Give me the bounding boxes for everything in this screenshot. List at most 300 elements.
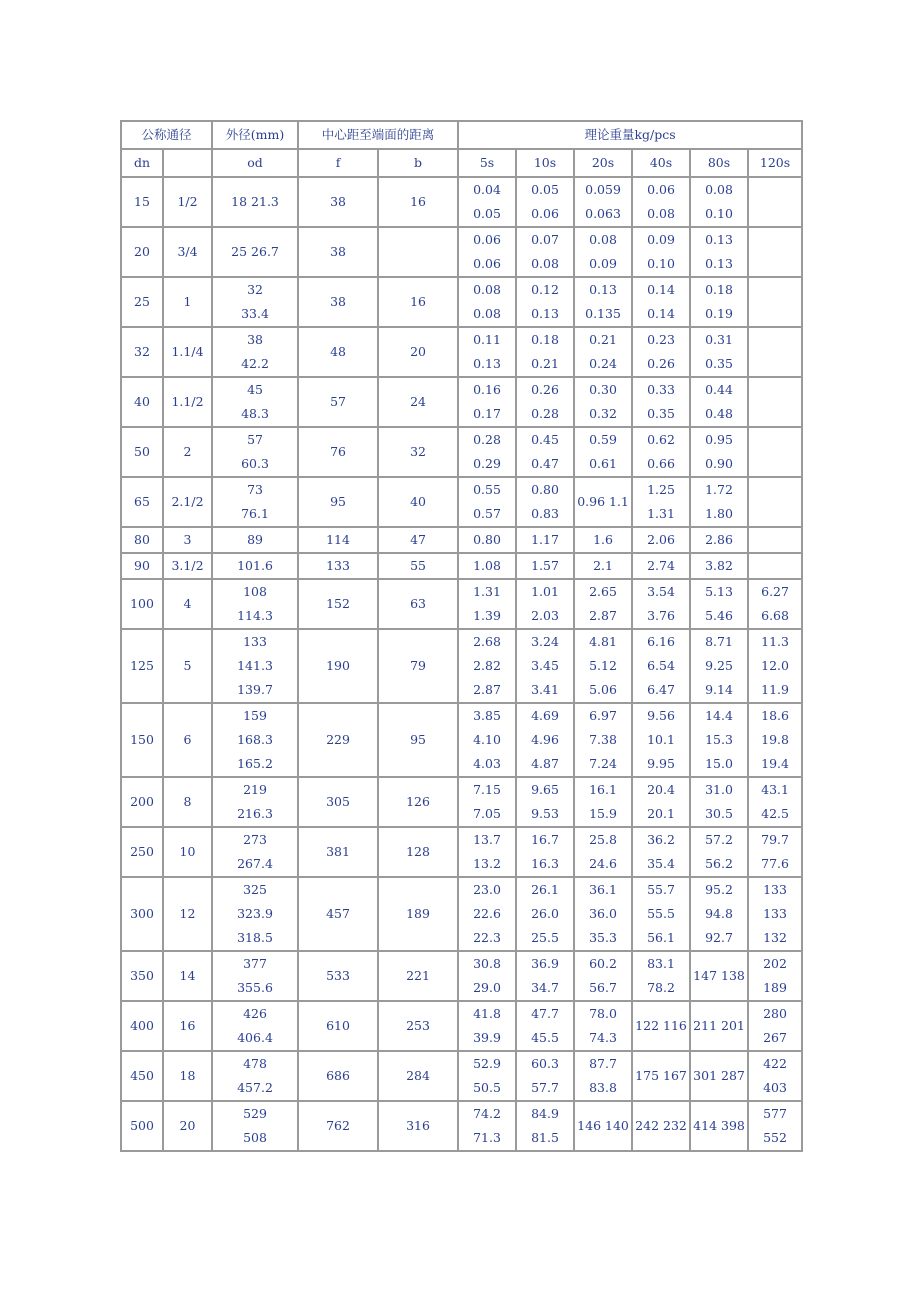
cell-value: 2.03 bbox=[531, 608, 559, 623]
cell-sch-40s bbox=[632, 1101, 690, 1151]
cell-value: 133 bbox=[243, 634, 267, 649]
cell-dn bbox=[121, 703, 163, 777]
cell-value: 2.82 bbox=[473, 658, 501, 673]
cell-sch-20s bbox=[574, 777, 632, 827]
cell-sch-10s bbox=[516, 579, 574, 629]
cell-value: 0.19 bbox=[705, 306, 733, 321]
cell-od bbox=[212, 177, 298, 227]
cell-value: 4.69 bbox=[531, 708, 559, 723]
cell-value: 14.4 bbox=[705, 708, 733, 723]
cell-value: 15.0 bbox=[705, 756, 733, 771]
cell-value: 80 bbox=[134, 532, 150, 547]
cell-dn bbox=[121, 527, 163, 553]
cell-value: 7.24 bbox=[589, 756, 617, 771]
cell-value: 77.6 bbox=[761, 856, 789, 871]
cell-value: 316 bbox=[406, 1118, 430, 1133]
cell-f bbox=[298, 527, 378, 553]
cell-value: 24.6 bbox=[589, 856, 617, 871]
cell-sch-40s bbox=[632, 703, 690, 777]
cell-sch-40s bbox=[632, 177, 690, 227]
cell-b bbox=[378, 951, 458, 1001]
cell-dn bbox=[121, 951, 163, 1001]
cell-inch bbox=[163, 827, 212, 877]
cell-b bbox=[378, 827, 458, 877]
cell-sch-80s bbox=[690, 277, 748, 327]
cell-value: 128 bbox=[406, 844, 430, 859]
cell-value: 0.48 bbox=[705, 406, 733, 421]
cell-sch-5s bbox=[458, 877, 516, 951]
cell-value: 0.09 bbox=[589, 256, 617, 271]
cell-sch-40s bbox=[632, 877, 690, 951]
cell-sch-40s bbox=[632, 629, 690, 703]
cell-value: 19.4 bbox=[761, 756, 789, 771]
cell-sch-5s bbox=[458, 427, 516, 477]
cell-inch bbox=[163, 427, 212, 477]
cell-value: 9.14 bbox=[705, 682, 733, 697]
cell-value: 36.1 bbox=[589, 882, 617, 897]
cell-value: 0.16 bbox=[473, 382, 501, 397]
cell-value: 60.2 bbox=[589, 956, 617, 971]
cell-sch-5s bbox=[458, 827, 516, 877]
cell-b bbox=[378, 777, 458, 827]
cell-sch-80s bbox=[690, 1101, 748, 1151]
cell-dn bbox=[121, 227, 163, 277]
cell-value: 38 bbox=[330, 194, 346, 209]
cell-sch-120s bbox=[748, 951, 802, 1001]
cell-value: 2.1/2 bbox=[171, 494, 204, 509]
cell-value: 132 bbox=[763, 930, 787, 945]
cell-inch bbox=[163, 1101, 212, 1151]
cell-value: 0.18 bbox=[531, 332, 559, 347]
cell-value: 16.7 bbox=[531, 832, 559, 847]
cell-value: 165.2 bbox=[237, 756, 273, 771]
cell-value: 23.0 bbox=[473, 882, 501, 897]
cell-inch bbox=[163, 477, 212, 527]
cell-value: 101.6 bbox=[237, 558, 273, 573]
cell-value: 55 bbox=[410, 558, 426, 573]
cell-od bbox=[212, 427, 298, 477]
cell-value: 0.80 bbox=[531, 482, 559, 497]
header-sch-40s: 40s bbox=[632, 149, 690, 177]
cell-value: 56.7 bbox=[589, 980, 617, 995]
table-row bbox=[121, 777, 802, 827]
cell-value: 20.4 bbox=[647, 782, 675, 797]
cell-value: 30.5 bbox=[705, 806, 733, 821]
cell-sch-80s bbox=[690, 427, 748, 477]
header-row-2 bbox=[121, 149, 802, 177]
cell-dn bbox=[121, 1051, 163, 1101]
cell-sch-5s bbox=[458, 327, 516, 377]
cell-value: 133 bbox=[763, 882, 787, 897]
cell-value: 108 bbox=[243, 584, 267, 599]
cell-sch-10s bbox=[516, 177, 574, 227]
cell-value: 79 bbox=[410, 658, 426, 673]
cell-value: 74.3 bbox=[589, 1030, 617, 1045]
cell-sch-5s bbox=[458, 951, 516, 1001]
cell-dn bbox=[121, 377, 163, 427]
cell-sch-120s bbox=[748, 377, 802, 427]
cell-value: 0.08 bbox=[589, 232, 617, 247]
cell-sch-40s bbox=[632, 1051, 690, 1101]
cell-value: 12 bbox=[179, 906, 196, 921]
cell-sch-40s bbox=[632, 327, 690, 377]
header-f: f bbox=[298, 149, 378, 177]
cell-value: 16.1 bbox=[589, 782, 617, 797]
cell-value: 0.95 bbox=[705, 432, 733, 447]
table-row bbox=[121, 277, 802, 327]
cell-sch-40s bbox=[632, 827, 690, 877]
cell-f bbox=[298, 629, 378, 703]
cell-value: 0.32 bbox=[589, 406, 617, 421]
cell-value: 95.2 bbox=[705, 882, 733, 897]
cell-sch-20s bbox=[574, 703, 632, 777]
cell-value: 100 bbox=[130, 596, 154, 611]
cell-value: 9.56 bbox=[647, 708, 675, 723]
cell-od bbox=[212, 327, 298, 377]
cell-value: 57 bbox=[247, 432, 263, 447]
cell-sch-120s bbox=[748, 553, 802, 579]
cell-value: 552 bbox=[763, 1130, 787, 1145]
header-sch-5s: 5s bbox=[458, 149, 516, 177]
cell-value: 114 bbox=[326, 532, 350, 547]
cell-value: 13.7 bbox=[473, 832, 501, 847]
table-row bbox=[121, 827, 802, 877]
cell-dn bbox=[121, 477, 163, 527]
cell-value: 0.14 bbox=[647, 306, 675, 321]
cell-value: 1.31 bbox=[473, 584, 501, 599]
cell-value: 3.85 bbox=[473, 708, 501, 723]
cell-value: 56.2 bbox=[705, 856, 733, 871]
cell-value: 0.47 bbox=[531, 456, 559, 471]
cell-b bbox=[378, 629, 458, 703]
cell-od bbox=[212, 827, 298, 877]
cell-value: 4.96 bbox=[531, 732, 559, 747]
cell-value: 7.38 bbox=[589, 732, 617, 747]
cell-value: 15.3 bbox=[705, 732, 733, 747]
cell-value: 57.7 bbox=[531, 1080, 559, 1095]
cell-value: 40 bbox=[410, 494, 426, 509]
cell-value: 9.25 bbox=[705, 658, 733, 673]
cell-value: 73 bbox=[247, 482, 263, 497]
table-row bbox=[121, 427, 802, 477]
cell-value: 0.96 1.1 bbox=[577, 494, 629, 509]
table-row bbox=[121, 527, 802, 553]
cell-b bbox=[378, 177, 458, 227]
cell-sch-10s bbox=[516, 877, 574, 951]
cell-od bbox=[212, 629, 298, 703]
cell-value: 1/2 bbox=[177, 194, 198, 209]
cell-sch-20s bbox=[574, 327, 632, 377]
cell-value: 0.10 bbox=[647, 256, 675, 271]
cell-f bbox=[298, 377, 378, 427]
cell-value: 219 bbox=[243, 782, 267, 797]
cell-value: 0.13 bbox=[473, 356, 501, 371]
cell-sch-20s bbox=[574, 579, 632, 629]
cell-value: 0.06 bbox=[531, 206, 559, 221]
cell-value: 9.65 bbox=[531, 782, 559, 797]
table-row bbox=[121, 1051, 802, 1101]
cell-value: 48 bbox=[330, 344, 346, 359]
cell-sch-80s bbox=[690, 477, 748, 527]
table-row bbox=[121, 477, 802, 527]
cell-value: 403 bbox=[763, 1080, 787, 1095]
cell-value: 25 26.7 bbox=[231, 244, 279, 259]
cell-value: 83.1 bbox=[647, 956, 675, 971]
cell-sch-80s bbox=[690, 827, 748, 877]
cell-value: 189 bbox=[763, 980, 787, 995]
cell-sch-20s bbox=[574, 1101, 632, 1151]
cell-value: 267 bbox=[763, 1030, 787, 1045]
cell-sch-5s bbox=[458, 277, 516, 327]
cell-value: 11.3 bbox=[761, 634, 789, 649]
cell-value: 381 bbox=[326, 844, 350, 859]
cell-value: 422 bbox=[763, 1056, 787, 1071]
cell-b bbox=[378, 427, 458, 477]
cell-sch-40s bbox=[632, 527, 690, 553]
cell-od bbox=[212, 553, 298, 579]
cell-value: 15.9 bbox=[589, 806, 617, 821]
cell-value: 20 bbox=[179, 1118, 196, 1133]
cell-sch-10s bbox=[516, 427, 574, 477]
cell-value: 25.8 bbox=[589, 832, 617, 847]
cell-value: 0.55 bbox=[473, 482, 501, 497]
header-sch-20s: 20s bbox=[574, 149, 632, 177]
cell-value: 34.7 bbox=[531, 980, 559, 995]
cell-value: 0.90 bbox=[705, 456, 733, 471]
cell-sch-10s bbox=[516, 951, 574, 1001]
header-row-1 bbox=[121, 121, 802, 149]
cell-od bbox=[212, 477, 298, 527]
cell-inch bbox=[163, 277, 212, 327]
cell-value: 355.6 bbox=[237, 980, 273, 995]
cell-od bbox=[212, 579, 298, 629]
cell-value: 318.5 bbox=[237, 930, 273, 945]
cell-value: 4.10 bbox=[473, 732, 501, 747]
cell-value: 686 bbox=[326, 1068, 350, 1083]
table-row bbox=[121, 629, 802, 703]
cell-value: 25.5 bbox=[531, 930, 559, 945]
cell-value: 71.3 bbox=[473, 1130, 501, 1145]
cell-value: 0.61 bbox=[589, 456, 617, 471]
cell-value: 0.09 bbox=[647, 232, 675, 247]
cell-value: 38 bbox=[247, 332, 263, 347]
cell-value: 9.53 bbox=[531, 806, 559, 821]
cell-od bbox=[212, 951, 298, 1001]
cell-inch bbox=[163, 1051, 212, 1101]
cell-sch-10s bbox=[516, 377, 574, 427]
cell-sch-120s bbox=[748, 327, 802, 377]
cell-sch-120s bbox=[748, 227, 802, 277]
cell-value: 300 bbox=[130, 906, 154, 921]
cell-value: 0.80 bbox=[473, 532, 501, 547]
cell-value: 3.54 bbox=[647, 584, 675, 599]
cell-sch-80s bbox=[690, 527, 748, 553]
cell-value: 0.04 bbox=[473, 182, 501, 197]
cell-value: 56.1 bbox=[647, 930, 675, 945]
cell-value: 2.74 bbox=[647, 558, 675, 573]
cell-sch-120s bbox=[748, 1101, 802, 1151]
header-outer-diameter: 外径(mm) bbox=[212, 121, 298, 149]
cell-sch-20s bbox=[574, 629, 632, 703]
cell-value: 0.30 bbox=[589, 382, 617, 397]
cell-value: 146 140 bbox=[577, 1118, 629, 1133]
cell-value: 1.01 bbox=[531, 584, 559, 599]
cell-value: 2.1 bbox=[593, 558, 613, 573]
cell-value: 450 bbox=[130, 1068, 154, 1083]
cell-sch-10s bbox=[516, 1051, 574, 1101]
cell-value: 125 bbox=[130, 658, 154, 673]
cell-value: 610 bbox=[326, 1018, 350, 1033]
cell-value: 20 bbox=[134, 244, 150, 259]
cell-value: 15 bbox=[134, 194, 150, 209]
cell-value: 16.3 bbox=[531, 856, 559, 871]
table-row bbox=[121, 553, 802, 579]
cell-value: 0.29 bbox=[473, 456, 501, 471]
cell-inch bbox=[163, 877, 212, 951]
cell-value: 35.3 bbox=[589, 930, 617, 945]
cell-b bbox=[378, 477, 458, 527]
cell-value: 22.3 bbox=[473, 930, 501, 945]
cell-sch-20s bbox=[574, 427, 632, 477]
cell-value: 457 bbox=[326, 906, 350, 921]
cell-value: 4 bbox=[183, 596, 192, 611]
cell-sch-10s bbox=[516, 827, 574, 877]
cell-sch-80s bbox=[690, 327, 748, 377]
cell-od bbox=[212, 703, 298, 777]
cell-value: 0.06 bbox=[647, 182, 675, 197]
cell-f bbox=[298, 227, 378, 277]
cell-sch-20s bbox=[574, 477, 632, 527]
cell-value: 92.7 bbox=[705, 930, 733, 945]
cell-f bbox=[298, 427, 378, 477]
cell-value: 78.0 bbox=[589, 1006, 617, 1021]
cell-value: 4.87 bbox=[531, 756, 559, 771]
cell-value: 221 bbox=[406, 968, 430, 983]
cell-value: 42.2 bbox=[241, 356, 269, 371]
cell-dn bbox=[121, 579, 163, 629]
cell-sch-5s bbox=[458, 377, 516, 427]
cell-value: 6.54 bbox=[647, 658, 675, 673]
cell-value: 273 bbox=[243, 832, 267, 847]
header-center-to-end: 中心距至端面的距离 bbox=[298, 121, 458, 149]
cell-value: 200 bbox=[130, 794, 154, 809]
cell-value: 500 bbox=[130, 1118, 154, 1133]
cell-dn bbox=[121, 177, 163, 227]
cell-sch-40s bbox=[632, 951, 690, 1001]
cell-b bbox=[378, 1101, 458, 1151]
cell-sch-10s bbox=[516, 477, 574, 527]
cell-value: 3.41 bbox=[531, 682, 559, 697]
cell-value: 0.24 bbox=[589, 356, 617, 371]
cell-value: 47 bbox=[410, 532, 426, 547]
cell-value: 32 bbox=[134, 344, 150, 359]
cell-sch-120s bbox=[748, 177, 802, 227]
cell-value: 1.57 bbox=[531, 558, 559, 573]
cell-inch bbox=[163, 629, 212, 703]
cell-value: 4.03 bbox=[473, 756, 501, 771]
cell-sch-40s bbox=[632, 227, 690, 277]
cell-value: 16 bbox=[410, 194, 426, 209]
cell-value: 43.1 bbox=[761, 782, 789, 797]
cell-value: 6.97 bbox=[589, 708, 617, 723]
cell-value: 301 287 bbox=[693, 1068, 745, 1083]
cell-value: 20.1 bbox=[647, 806, 675, 821]
cell-value: 0.13 bbox=[705, 256, 733, 271]
cell-b bbox=[378, 579, 458, 629]
cell-value: 22.6 bbox=[473, 906, 501, 921]
cell-value: 31.0 bbox=[705, 782, 733, 797]
cell-b bbox=[378, 277, 458, 327]
cell-b bbox=[378, 377, 458, 427]
cell-sch-80s bbox=[690, 951, 748, 1001]
cell-dn bbox=[121, 553, 163, 579]
cell-value: 0.17 bbox=[473, 406, 501, 421]
cell-value: 280 bbox=[763, 1006, 787, 1021]
cell-value: 90 bbox=[134, 558, 150, 573]
cell-value: 55.7 bbox=[647, 882, 675, 897]
cell-b bbox=[378, 877, 458, 951]
cell-b bbox=[378, 227, 458, 277]
cell-f bbox=[298, 177, 378, 227]
cell-sch-5s bbox=[458, 227, 516, 277]
cell-od bbox=[212, 527, 298, 553]
cell-inch bbox=[163, 177, 212, 227]
cell-value: 0.08 bbox=[531, 256, 559, 271]
cell-value: 32 bbox=[410, 444, 426, 459]
cell-sch-120s bbox=[748, 777, 802, 827]
cell-f bbox=[298, 277, 378, 327]
cell-value: 406.4 bbox=[237, 1030, 273, 1045]
cell-value: 2.86 bbox=[705, 532, 733, 547]
cell-value: 323.9 bbox=[237, 906, 273, 921]
cell-value: 0.13 bbox=[531, 306, 559, 321]
cell-sch-120s bbox=[748, 527, 802, 553]
cell-value: 133 bbox=[326, 558, 350, 573]
cell-inch bbox=[163, 327, 212, 377]
cell-inch bbox=[163, 377, 212, 427]
cell-value: 11.9 bbox=[761, 682, 789, 697]
cell-value: 350 bbox=[130, 968, 154, 983]
cell-value: 0.66 bbox=[647, 456, 675, 471]
cell-value: 50 bbox=[134, 444, 150, 459]
cell-value: 1.39 bbox=[473, 608, 501, 623]
cell-sch-5s bbox=[458, 1101, 516, 1151]
cell-f bbox=[298, 1001, 378, 1051]
cell-value: 0.08 bbox=[647, 206, 675, 221]
cell-value: 55.5 bbox=[647, 906, 675, 921]
cell-value: 0.23 bbox=[647, 332, 675, 347]
cell-value: 0.059 bbox=[585, 182, 621, 197]
cell-od bbox=[212, 777, 298, 827]
cell-value: 20 bbox=[410, 344, 426, 359]
cell-value: 762 bbox=[326, 1118, 350, 1133]
cell-value: 0.07 bbox=[531, 232, 559, 247]
cell-value: 60.3 bbox=[531, 1056, 559, 1071]
cell-f bbox=[298, 877, 378, 951]
cell-f bbox=[298, 1051, 378, 1101]
cell-sch-80s bbox=[690, 703, 748, 777]
cell-value: 1.08 bbox=[473, 558, 501, 573]
cell-value: 60.3 bbox=[241, 456, 269, 471]
cell-value: 52.9 bbox=[473, 1056, 501, 1071]
cell-value: 5.13 bbox=[705, 584, 733, 599]
header-dn: dn bbox=[121, 149, 163, 177]
cell-value: 14 bbox=[179, 968, 196, 983]
cell-value: 426 bbox=[243, 1006, 267, 1021]
table-row bbox=[121, 327, 802, 377]
cell-value: 168.3 bbox=[237, 732, 273, 747]
cell-sch-40s bbox=[632, 553, 690, 579]
